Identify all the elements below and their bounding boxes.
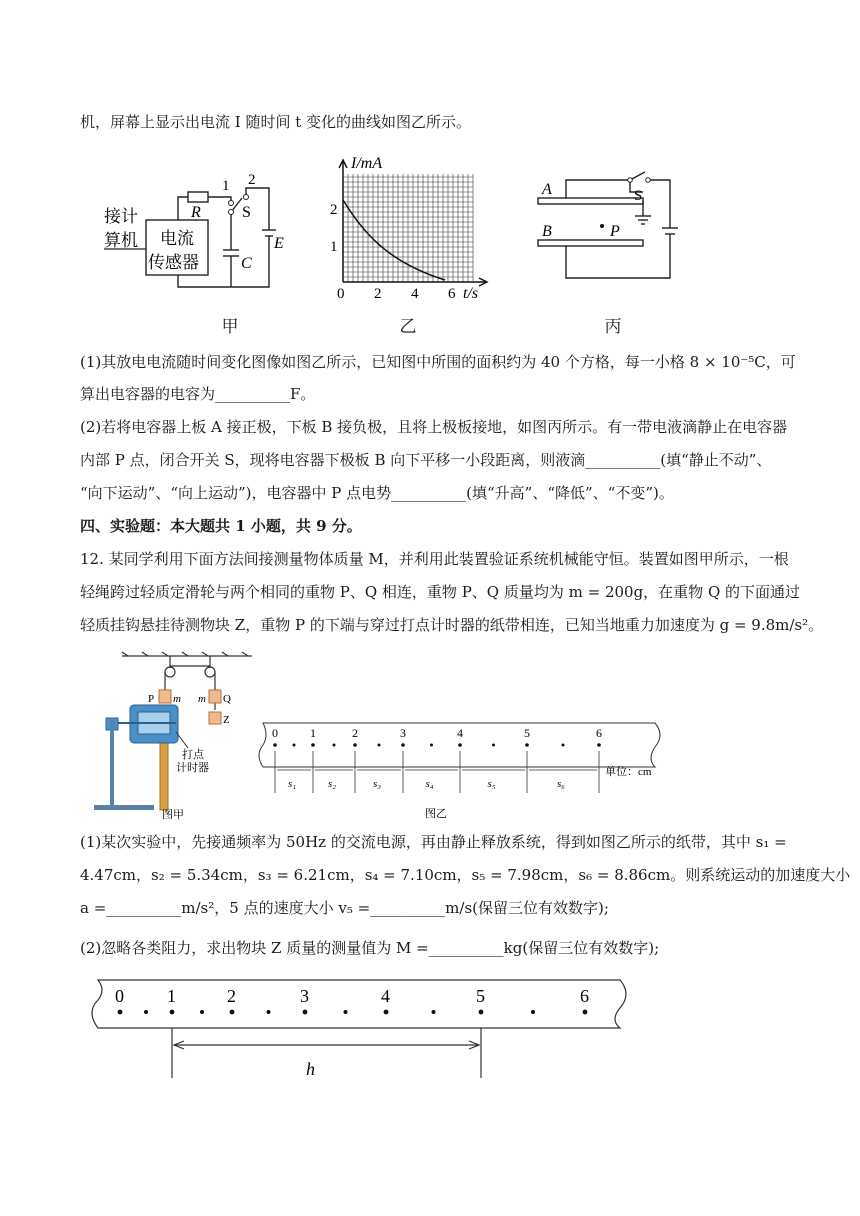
label-h: h (306, 1059, 315, 1079)
q11-1-line1: (1)其放电电流随时间变化图像如图乙所示，已知图中所围的面积约为 40 个方格，每一小格 8 × 10⁻⁵C，可 (80, 353, 796, 371)
tape-mid-dot (492, 744, 495, 747)
figure-2-jia-apparatus (92, 650, 262, 820)
tape-point (525, 743, 529, 747)
tape-unit: 单位：cm (605, 766, 652, 778)
label-sensor-2: 传感器 (148, 253, 199, 272)
label-Z: Z (223, 714, 230, 726)
label-Q: Q (223, 693, 231, 705)
segment-label: s₁ (288, 778, 297, 790)
q12-1-line3: a =__________m/s²，5 点的速度大小 v₅ =__________m/s(保留三位有效数字); (80, 899, 609, 917)
tape3-point-label: 4 (381, 986, 390, 1006)
tape3-point (230, 1010, 235, 1015)
tape3-point (384, 1010, 389, 1015)
caption-yi: 乙 (399, 317, 417, 337)
label-P-2: P (148, 693, 155, 705)
label-2: 2 (248, 172, 256, 188)
tape3-mid-dot (200, 1010, 204, 1014)
tape3-mid-dot (432, 1010, 436, 1014)
label-R: R (191, 204, 201, 221)
tape-point-label: 5 (524, 726, 530, 740)
y-axis-label: I/mA (351, 155, 383, 172)
tape3-point-label: 3 (300, 986, 309, 1006)
x-tick-2: 2 (374, 286, 382, 302)
label-m-2: m (198, 693, 206, 705)
tape-mid-dot (430, 744, 433, 747)
caption-bing: 丙 (604, 317, 622, 337)
label-m-1: m (173, 693, 181, 705)
tape-mid-dot (378, 744, 381, 747)
figure-2-yi-tape (255, 715, 675, 825)
tape-point (273, 743, 277, 747)
segment-label: s₅ (487, 778, 496, 790)
tape3-mid-dot (144, 1010, 148, 1014)
figure-3-tape-h (80, 972, 640, 1087)
label-S-bing: S (634, 188, 643, 204)
segment-label: s₂ (328, 778, 337, 790)
tape-point (401, 743, 405, 747)
tape3-point (118, 1010, 123, 1015)
tape3-point (170, 1010, 175, 1015)
tape-point (458, 743, 462, 747)
q12-1-line2: 4.47cm，s₂ = 5.34cm，s₃ = 6.21cm，s₄ = 7.10cm，s₅ = 7.98cm，s₆ = 8.86cm。则系统运动的加速度大小 (80, 866, 851, 884)
y-tick-2: 2 (330, 202, 338, 218)
tape-point-label: 3 (400, 726, 406, 740)
tape-mid-dot (333, 744, 336, 747)
label-1: 1 (222, 178, 230, 194)
label-P: P (610, 223, 620, 240)
q11-2-line1: (2)若将电容器上板 A 接正极，下板 B 接负极，且将上极板接地，如图丙所示。有一带电液滴静止在电容器 (80, 418, 788, 436)
label-C: C (241, 255, 252, 272)
q12-line1: 12. 某同学利用下面方法间接测量物体质量 M，并利用此装置验证系统机械能守恒。装置如图甲所示，一根 (80, 550, 789, 568)
label-A: A (542, 181, 552, 198)
q12-line3: 轻质挂钩悬挂待测物块 Z，重物 P 的下端与穿过打点计时器的纸带相连，已知当地重力加速度为 g = 9.8m/s²。 (80, 616, 824, 634)
x-axis-label: t/s (463, 285, 479, 302)
x-tick-6: 6 (448, 286, 456, 302)
tape-point (353, 743, 357, 747)
tape3-mid-dot (344, 1010, 348, 1014)
tape3-mid-dot (267, 1010, 271, 1014)
tape3-point-label: 6 (580, 986, 589, 1006)
y-tick-1: 1 (330, 239, 338, 255)
x-tick-0: 0 (337, 286, 345, 302)
label-E: E (274, 235, 284, 252)
figure-bing-capacitor (530, 170, 690, 290)
caption-2-jia: 图甲 (162, 809, 184, 820)
x-tick-4: 4 (411, 286, 419, 302)
label-computer-1: 接计 (104, 207, 138, 226)
segment-label: s₆ (557, 778, 566, 790)
q11-1-line2: 算出电容器的电容为__________F。 (80, 385, 316, 403)
label-B: B (542, 223, 552, 240)
tape3-point (303, 1010, 308, 1015)
intro-line: 机，屏幕上显示出电流 I 随时间 t 变化的曲线如图乙所示。 (80, 113, 472, 131)
caption-jia: 甲 (221, 317, 239, 337)
tape3-mid-dot (531, 1010, 535, 1014)
label-timer-1: 打点 (182, 749, 204, 761)
tape-point-label: 6 (596, 726, 602, 740)
segment-label: s₃ (373, 778, 382, 790)
q12-line2: 轻绳跨过轻质定滑轮与两个相同的重物 P、Q 相连，重物 P、Q 质量均为 m = 200g，在重物 Q 的下面通过 (80, 583, 801, 601)
tape-mid-dot (562, 744, 565, 747)
tape-point (311, 743, 315, 747)
tape3-point (479, 1010, 484, 1015)
tape-point-label: 1 (310, 726, 316, 740)
label-S: S (242, 204, 251, 221)
section-4-heading: 四、实验题：本大题共 1 小题，共 9 分。 (80, 517, 362, 535)
tape3-point-label: 1 (167, 986, 176, 1006)
tape3-point-label: 5 (476, 986, 485, 1006)
tape3-point-label: 0 (115, 986, 124, 1006)
figure-yi-graph (325, 152, 500, 302)
q12-1-line1: (1)某次实验中，先接通频率为 50Hz 的交流电源，再由静止释放系统，得到如图乙所示的纸带，其中 s₁ = (80, 833, 787, 851)
tape3-point (583, 1010, 588, 1015)
q11-2-line3: “向下运动”、“向上运动”)，电容器中 P 点电势__________(填“升高”、“降低”、“不变”)。 (80, 484, 674, 502)
figure-jia-circuit (96, 170, 286, 300)
label-sensor-1: 电流 (160, 229, 194, 248)
q12-2-line1: (2)忽略各类阻力，求出物块 Z 质量的测量值为 M =__________kg(保留三位有效数字); (80, 939, 660, 957)
tape3-point-label: 2 (227, 986, 236, 1006)
tape-point (597, 743, 601, 747)
segment-label: s₄ (425, 778, 434, 790)
tape-point-label: 0 (272, 726, 278, 740)
caption-2-yi: 图乙 (425, 808, 447, 820)
label-computer-2: 算机 (104, 231, 138, 250)
tape-point-label: 2 (352, 726, 358, 740)
label-timer-2: 计时器 (176, 762, 209, 774)
q11-2-line2: 内部 P 点，闭合开关 S，现将电容器下极板 B 向下平移一小段距离，则液滴__________(填“静止不动”、 (80, 451, 772, 469)
tape-point-label: 4 (457, 726, 463, 740)
tape-mid-dot (293, 744, 296, 747)
